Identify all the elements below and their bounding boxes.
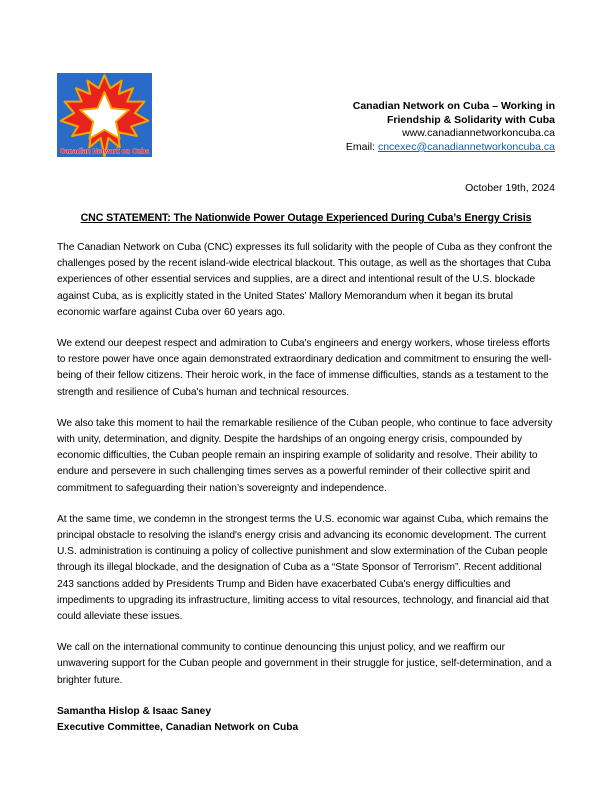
org-name-line1: Canadian Network on Cuba – Working in (352, 100, 555, 112)
org-name-line2: Friendship & Solidarity with Cuba (386, 113, 555, 126)
paragraph-3: We also take this moment to hail the remarkable resilience of the Cuban people, who continue to face adversity with unity, determination, and dignity. Despite the hardships of an ongoing energy crisis, compounded by economic difficulties, the Cuban people remain an inspiring example of solidarity and resolve. Their ability to endure and persevere in such challenging times serves as a powerful reminder of their collective spirit and commitment to safeguarding their nation’s sovereignty and independence. (57, 417, 553, 494)
letterhead (57, 73, 555, 157)
document-date: October 19th, 2024 (465, 182, 555, 194)
org-website: www.canadiannetworkoncuba.ca (402, 127, 555, 140)
signature-block (57, 704, 555, 736)
org-contact-block (346, 100, 555, 154)
paragraph-2: We extend our deepest respect and admiration to Cuba's engineers and energy workers, whose tireless efforts to restore power have once again demonstrated extraordinary dedication and commitment to ensuring the well-being of their fellow citizens. Their heroic work, in the face of immense difficulties, stands as a testament to the strength and resilience of Cuba's human and technical resources. (57, 338, 552, 398)
paragraph-4: At the same time, we condemn in the strongest terms the U.S. economic war against Cuba, which remains the principal obstacle to resolving the island's energy crisis and advancing its economic development. The current U.S. administration is continuing a policy of collective punishment and slow extermination of the Cuban people through its illegal blockade, and the designation of Cuba as a “State Sponsor of Terrorism”. Recent additional 243 sanctions added by Presidents Trump and Biden have exacerbated Cuba's energy difficulties and impediments to upgrading its infrastructure, limiting access to vital resources, technology, and financial aid that could alleviate these issues. (57, 513, 549, 623)
statement-title: CNC STATEMENT: The Nationwide Power Outage Experienced During Cuba’s Energy Crisis (80, 212, 532, 224)
email-link[interactable]: cncexec@canadiannetworkoncuba.ca (377, 140, 555, 153)
email-label: Email: (345, 140, 378, 153)
signature-names: Samantha Hislop & Isaac Saney (57, 705, 212, 717)
org-email-line (346, 141, 555, 155)
signature-role: Executive Committee, Canadian Network on Cuba (57, 722, 299, 734)
paragraph-1: The Canadian Network on Cuba (CNC) expresses its full solidarity with the people of Cuba as they confront the challenges posed by the recent island-wide electrical blackout. This outage, as well as the shortages that Cuba experiences of other essential services and supplies, are a direct and intentional result of the U.S. blockade against Cuba, as is explicitly stated in the United States’ Mallory Memorandum when it began its brutal economic warfare against Cuba over 60 years ago. (57, 242, 553, 318)
logo-caption: Canadian Network on Cuba (59, 146, 151, 156)
statement-body (57, 240, 555, 689)
paragraph-5: We call on the international community to continue denouncing this unjust policy, and we reaffirm our unwavering support for the Cuban people and government in their struggle for justice, self-determination, and a brighter future. (57, 642, 552, 686)
cnc-logo (57, 73, 152, 157)
